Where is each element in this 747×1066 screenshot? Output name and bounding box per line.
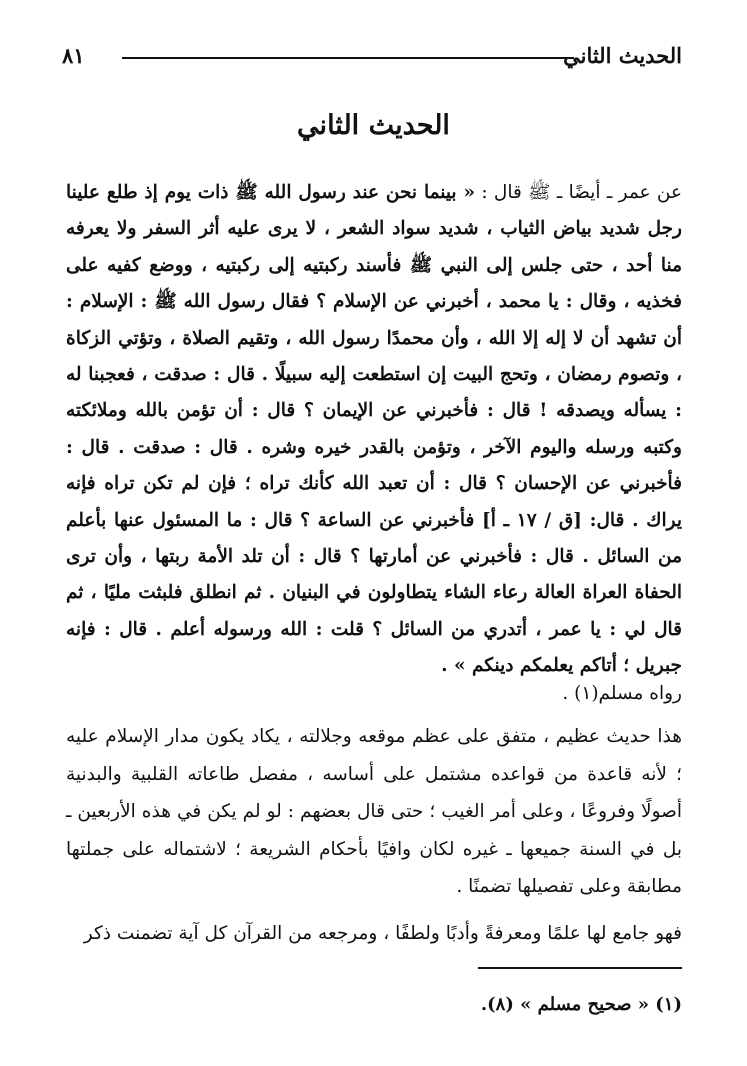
page-number: ٨١ [62, 43, 85, 68]
hadith-paragraph [66, 175, 682, 685]
hadith-text: « بينما نحن عند رسول الله ﷺ ذات يوم إذ طلع علينا رجل شديد بياض الثياب ، شديد سواد الشعر ، لا يرى عليه أثر السفر ولا يعرفه منا أحد ، حتى جلس إلى النبي ﷺ فأسند ركبتيه إلى ركبتيه ، ووضع كفيه على فخذيه ، وقال : يا محمد ، أخبرني عن الإسلام ؟ فقال رسول الله ﷺ : الإسلام : أن تشهد أن لا إله إلا الله ، وأن محمدًا رسول الله ، وتقيم الصلاة ، وتؤتي الزكاة ، وتصوم رمضان ، وتحج البيت إن استطعت إليه سبيلًا . قال : صدقت ، فعجبنا له : يسأله ويصدقه ! قال : فأخبرني عن الإيمان ؟ قال : أن تؤمن بالله وملائكته وكتبه ورسله واليوم الآخر ، وتؤمن بالقدر خيره وشره . قال : صدقت . قال : فأخبرني عن الإحسان ؟ قال : أن تعبد الله كأنك تراه ؛ فإن لم تكن تراه فإنه يراك . قال: [ق / ١٧ ـ أ] فأخبرني عن الساعة ؟ قال : ما المسئول عنها بأعلم من السائل . قال : فأخبرني عن أمارتها ؟ قال : أن تلد الأمة ربتها ، وأن ترى الحفاة العراة العالة رعاء الشاء يتطاولون في البنيان . ثم انطلق فلبثت مليًا ، ثم قال لي : يا عمر ، أتدري من السائل ؟ قلت : الله ورسوله أعلم . قال : فإنه جبريل ؛ أتاكم يعلمكم دينكم » . [66, 182, 682, 677]
continuation-paragraph: فهو جامع لها علمًا ومعرفةً وأدبًا ولطفًا ، ومرجعه من القرآن كل آية تضمنت ذكر [83, 923, 682, 944]
hadith-intro: عن عمر ـ أيضًا ـ ﷺ قال : [475, 182, 682, 203]
running-title: الحديث الثاني [563, 43, 682, 68]
footnote-rule [478, 967, 682, 969]
page-header [62, 36, 682, 76]
narrator-line: رواه مسلم(١) . [562, 683, 682, 704]
section-title: الحديث الثاني [297, 110, 450, 141]
header-rule [122, 57, 574, 59]
footnote: (١) « صحيح مسلم » (٨). [480, 994, 682, 1015]
commentary-paragraph: هذا حديث عظيم ، متفق على عظم موقعه وجلالته ، يكاد يكون مدار الإسلام عليه ؛ لأنه قاعدة من قواعده مشتمل على أساسه ، مفصل طاعاته القلبية والبدنية أصولًا وفروعًا ، وعلى أمر الغيب ؛ حتى قال بعضهم : لو لم يكن في هذه الأربعين ـ بل في السنة جميعها ـ غيره لكان وافيًا بأحكام الشريعة ؛ لاشتماله على جملتها مطابقة وعلى تفصيلها تضمنًا . [66, 726, 682, 898]
